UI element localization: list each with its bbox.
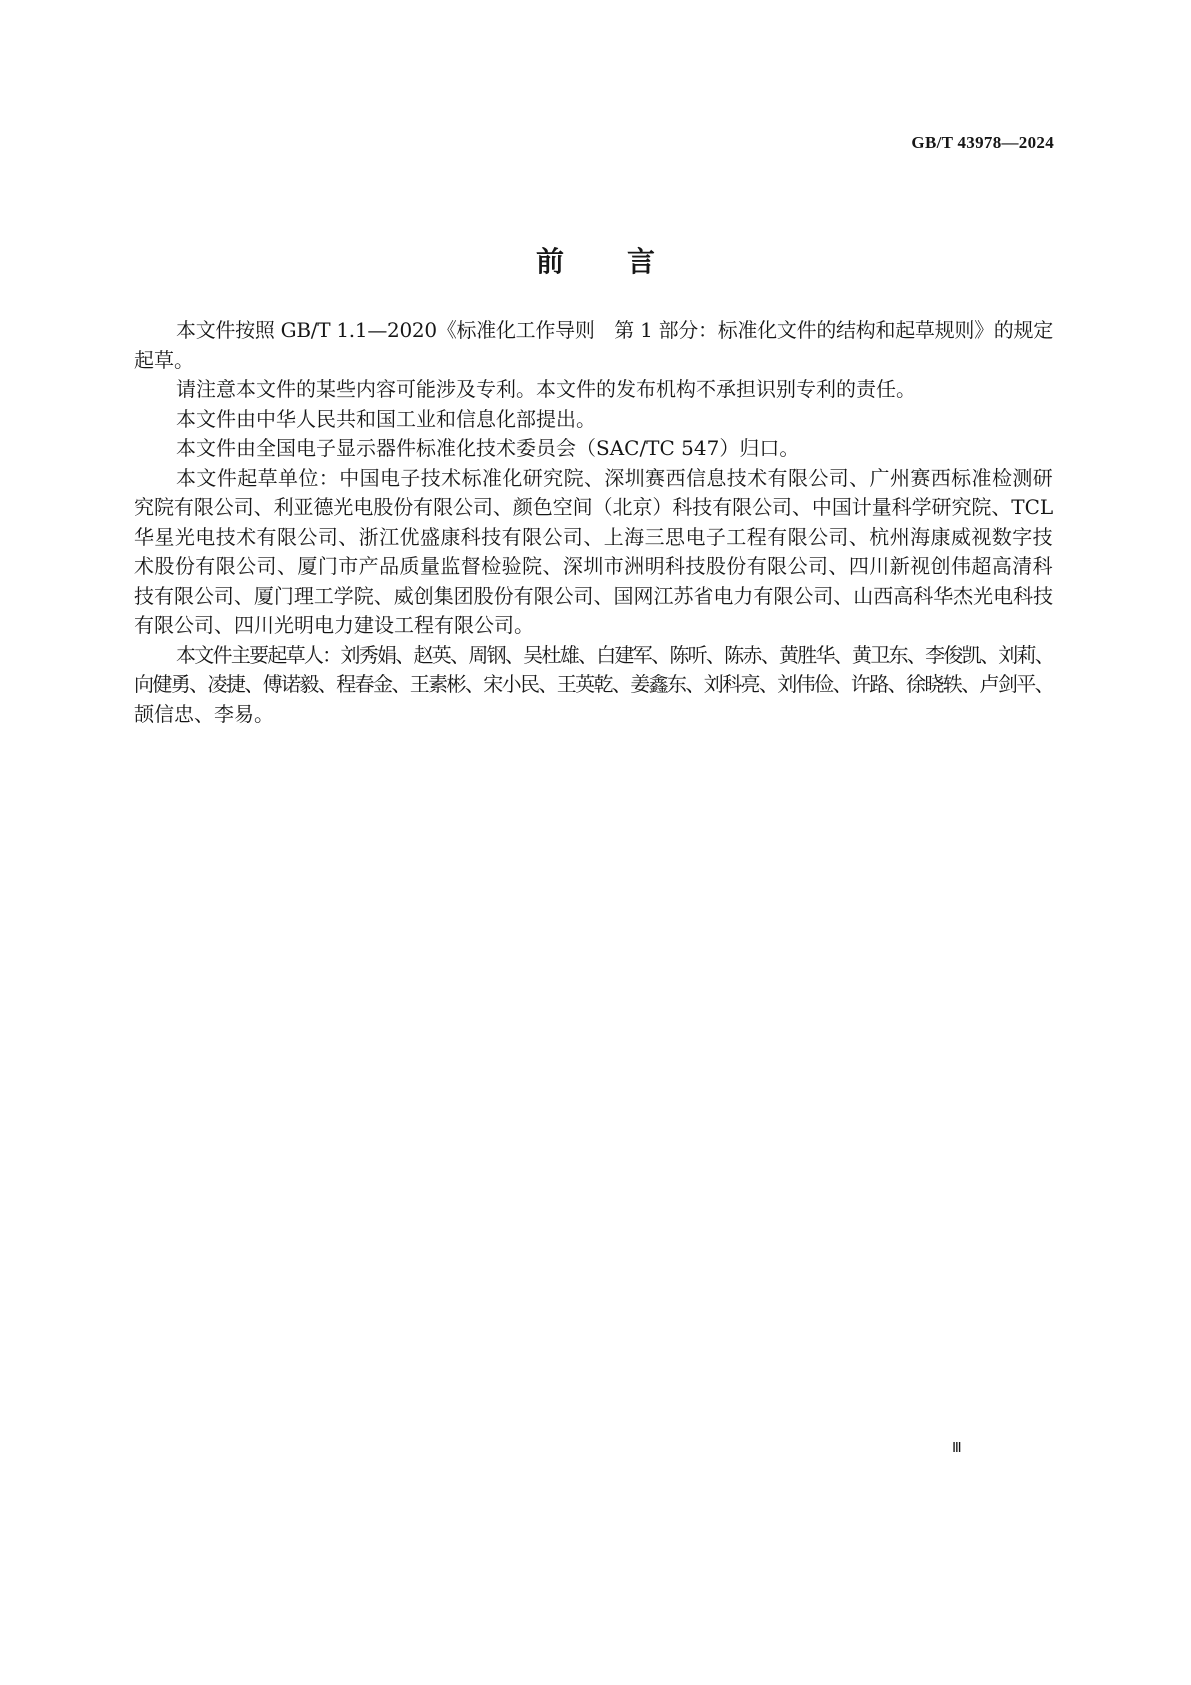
paragraph-line: 本文件主要起草人：刘秀娟、赵英、周钢、吴杜雄、白建军、陈听、陈赤、黄胜华、黄卫东、李俊凯、刘莉、 (176, 642, 1054, 667)
paragraph-line: 华星光电技术有限公司、浙江优盛康科技有限公司、上海三思电子工程有限公司、杭州海康威视数字技 (134, 524, 1054, 549)
paragraph-line: 起草。 (134, 347, 194, 372)
paragraph-line: 请注意本文件的某些内容可能涉及专利。本文件的发布机构不承担识别专利的责任。 (176, 377, 916, 401)
paragraph-line: 技有限公司、厦门理工学院、威创集团股份有限公司、国网江苏省电力有限公司、山西高科华杰光电科技 (134, 583, 1054, 608)
paragraph-line: 本文件由全国电子显示器件标准化技术委员会（SAC/TC 547）归口。 (176, 436, 800, 460)
document-number: GB/T 43978—2024 (911, 133, 1054, 152)
paragraph-line: 向健勇、凌捷、傅诺毅、程春金、王素彬、宋小民、王英乾、姜鑫东、刘科亮、刘伟俭、许路、徐晓轶、卢剑平、 (134, 672, 1053, 696)
preface-paragraph (134, 405, 1054, 435)
preface-paragraph (134, 316, 1054, 375)
paragraph-line: 究院有限公司、利亚德光电股份有限公司、颜色空间（北京）科技有限公司、中国计量科学研究院、TCL (134, 495, 1054, 519)
preface-paragraph (134, 375, 1054, 405)
preface-body (134, 316, 1054, 729)
page-title: 前 言 (536, 245, 655, 278)
paragraph-line: 有限公司、四川光明电力建设工程有限公司。 (134, 613, 534, 637)
paragraph-line: 术股份有限公司、厦门市产品质量监督检验院、深圳市洲明科技股份有限公司、四川新视创伟超高清科 (134, 554, 1054, 578)
paragraph-line: 本文件起草单位：中国电子技术标准化研究院、深圳赛西信息技术有限公司、广州赛西标准检测研 (176, 465, 1054, 490)
paragraph-line: 颉信忠、李易。 (134, 701, 274, 726)
paragraph-line: 本文件由中华人民共和国工业和信息化部提出。 (176, 406, 596, 431)
preface-paragraph (134, 464, 1054, 641)
preface-paragraph (134, 434, 1054, 464)
page-number: Ⅲ (952, 1441, 962, 1456)
paragraph-line: 本文件按照 GB/T 1.1—2020《标准化工作导则 第 1 部分：标准化文件的结构和起草规则》的规定 (176, 318, 1053, 342)
preface-paragraph (134, 641, 1054, 730)
